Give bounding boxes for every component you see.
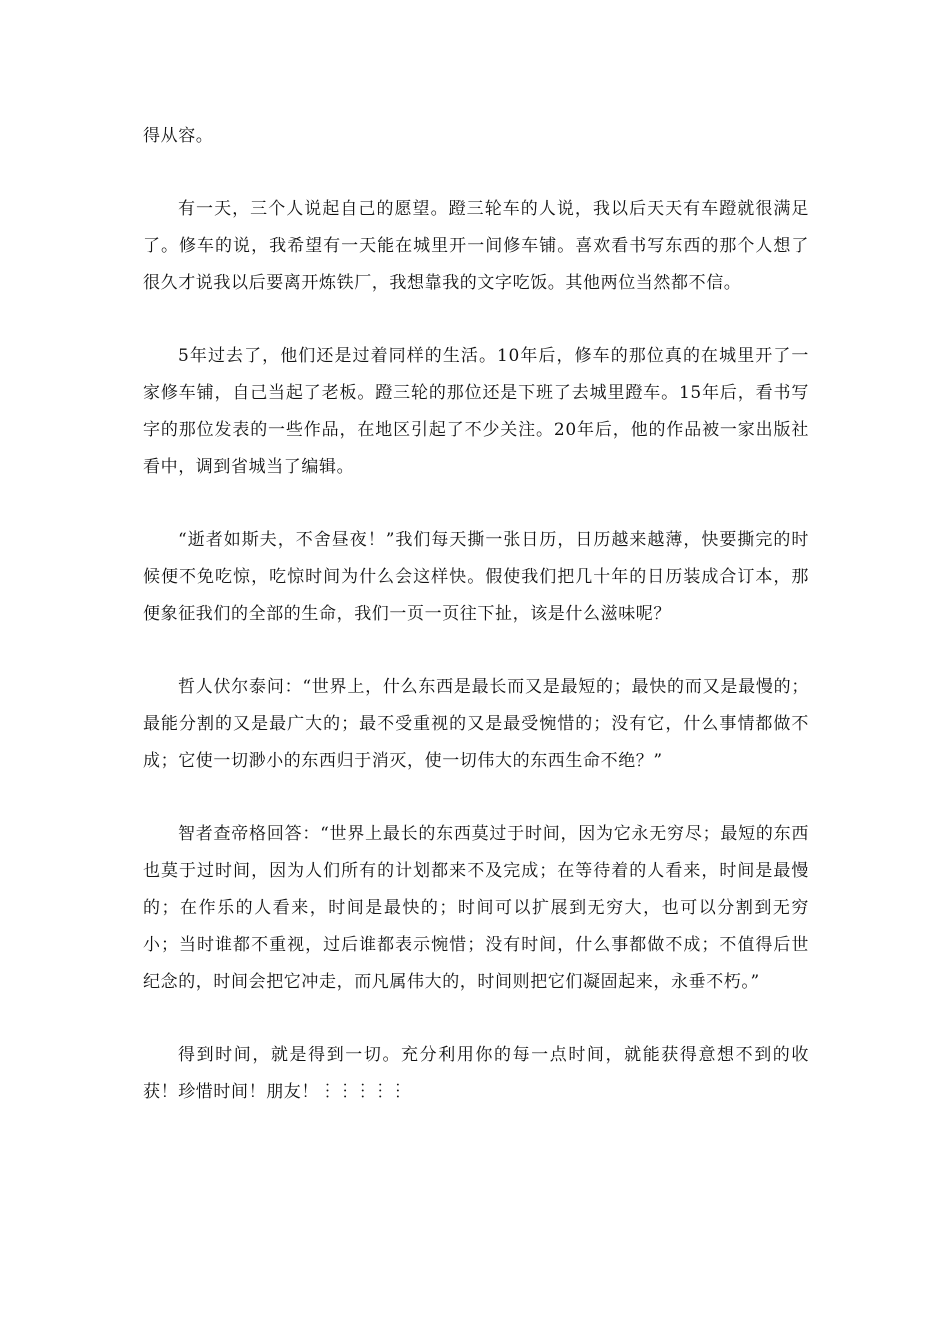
paragraph-2: 有一天，三个人说起自己的愿望。蹬三轮车的人说，我以后天天有车蹬就很满足了。修车的说，我希望有一天能在城里开一间修车铺。喜欢看书写东西的那个人想了很久才说我以后要离开炼铁厂，我想靠我的文字吃饭。其他两位当然都不信。 — [143, 199, 809, 293]
paragraph-1: 得从容。 — [143, 126, 214, 146]
paragraph-4: “逝者如斯夫，不舍昼夜！”我们每天撕一张日历，日历越来越薄，快要撕完的时候便不免吃惊，吃惊时间为什么会这样快。假使我们把几十年的日历装成合订本，那便象征我们的全部的生命，我们一页一页往下扯，该是什么滋味呢？ — [143, 530, 809, 624]
paragraph-7: 得到时间，就是得到一切。充分利用你的每一点时间，就能获得意想不到的收获！珍惜时间！朋友！︙︙︙︙︙ — [143, 1045, 809, 1102]
document-body — [143, 118, 809, 1147]
paragraph-6: 智者查帝格回答：“世界上最长的东西莫过于时间，因为它永无穷尽；最短的东西也莫于过时间，因为人们所有的计划都来不及完成；在等待着的人看来，时间是最慢的；在作乐的人看来，时间是最快的；时间可以扩展到无穷大，也可以分割到无穷小；当时谁都不重视，过后谁都表示惋惜；没有时间，什么事都做不成；不值得后世纪念的，时间会把它冲走，而凡属伟大的，时间则把它们凝固起来，永垂不朽。” — [143, 824, 809, 992]
paragraph-3: 5年过去了，他们还是过着同样的生活。10年后，修车的那位真的在城里开了一家修车铺，自己当起了老板。蹬三轮的那位还是下班了去城里蹬车。15年后，看书写字的那位发表的一些作品，在地区引起了不少关注。20年后，他的作品被一家出版社看中，调到省城当了编辑。 — [143, 346, 809, 477]
paragraph-5: 哲人伏尔泰问：“世界上，什么东西是最长而又是最短的；最快的而又是最慢的；最能分割的又是最广大的；最不受重视的又是最受惋惜的；没有它，什么事情都做不成；它使一切渺小的东西归于消灭，使一切伟大的东西生命不绝？” — [143, 677, 809, 771]
